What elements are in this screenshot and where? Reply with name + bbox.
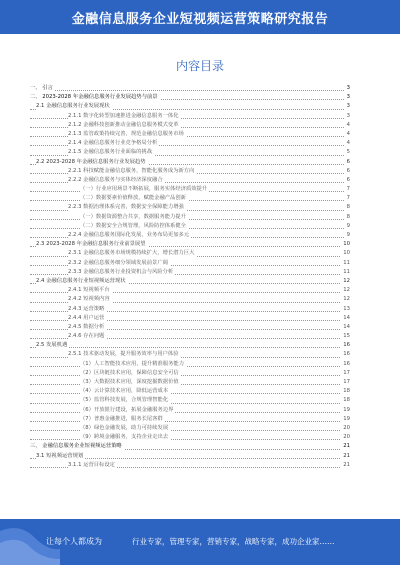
toc-entry[interactable]: [30, 415, 350, 424]
toc-entry[interactable]: [30, 158, 350, 167]
toc-entry-page: 21: [341, 452, 350, 461]
toc-entry[interactable]: [30, 406, 350, 415]
toc-entry-label: 2.4.3 运营策略: [68, 305, 106, 314]
toc-entry-page: 16: [341, 350, 350, 359]
toc-entry-label: （7）普惠金融推进，服务长尾客群: [80, 415, 165, 424]
toc-entry-page: 18: [341, 387, 350, 396]
toc-entry-page: 4: [345, 121, 350, 130]
toc-entry[interactable]: [30, 295, 350, 304]
toc-entry-page: 20: [341, 424, 350, 433]
toc-entry-page: 10: [341, 249, 350, 258]
toc-leader-dots: [30, 366, 350, 367]
toc-entry[interactable]: [30, 148, 350, 157]
toc-entry[interactable]: [30, 167, 350, 176]
toc-entry-page: 14: [341, 314, 350, 323]
toc-entry-page: 16: [341, 341, 350, 350]
toc-entry-page: 8: [345, 203, 350, 212]
toc-entry-label: 2.4 金融信息服务行业短视频运营现状: [36, 277, 128, 286]
toc-entry-label: （9）跨境金融服务，支持企业走出去: [80, 433, 170, 442]
toc-heading: 内容目录: [175, 59, 224, 73]
toc-entry[interactable]: [30, 240, 350, 249]
toc-entry-label: 2.4.5 数据分析: [68, 323, 106, 332]
toc-entry-label: 2.2.2 金融信息服务与实体经济深度融合: [68, 176, 165, 185]
toc-entry[interactable]: [30, 360, 350, 369]
toc-entry-label: 2.1.1 数字化转型加速推进金融信息服务一体化: [68, 112, 181, 121]
toc-entry-label: （6）开放银行建设，拓展金融服务边界: [80, 406, 175, 415]
toc-entry-page: 9: [345, 231, 350, 240]
toc-entry-label: （8）绿色金融发展，助力可持续发展: [80, 424, 170, 433]
toc-entry[interactable]: [30, 268, 350, 277]
toc-entry-page: 3: [345, 102, 350, 111]
toc-entry[interactable]: [30, 231, 350, 240]
toc-entry-page: 12: [341, 277, 350, 286]
toc-leader-dots: [30, 439, 350, 440]
toc-leader-dots: [30, 412, 350, 413]
toc-entry-page: 11: [341, 259, 350, 268]
toc-entry-label: 2.2 2023-2028 年金融信息服务行业发展趋势: [36, 158, 148, 167]
toc-entry[interactable]: [30, 259, 350, 268]
toc-entry-label: 2.2.1 科技赋能金融信息服务，智能化服务成为新方向: [68, 167, 196, 176]
toc-entry-label: 2.4.2 短视频内容: [68, 295, 112, 304]
toc-entry[interactable]: [30, 249, 350, 258]
toc-entry-label: （一）数据资源整合共享，数据服务能力提升: [80, 213, 188, 222]
toc-entry[interactable]: [30, 314, 350, 323]
toc-leader-dots: [30, 228, 350, 229]
toc-entry[interactable]: [30, 84, 350, 93]
toc-entry-page: 4: [345, 139, 350, 148]
toc-entry-label: 3.1.1 运营目标设定: [68, 461, 117, 470]
toc-entry-label: 2.3.3 金融信息服务行业投资机会与风险分析: [68, 268, 175, 277]
toc-entry-label: 2.3 2023-2028 年金融信息服务行业前景展望: [36, 240, 148, 249]
toc-entry-label: 2.5.1 技术驱动发展，提升服务效率与用户体验: [68, 350, 181, 359]
toc-entry-page: 4: [345, 130, 350, 139]
footer-tagline: 行业专家，管理专家，营销专家，战略专家，成功企业家……: [132, 537, 335, 546]
toc-leader-dots: [30, 430, 350, 431]
toc-entry[interactable]: [30, 332, 350, 341]
toc-entry-label: 二、 2023-2028 年金融信息服务行业发展趋势与前景: [30, 93, 160, 102]
toc-entry-page: 15: [341, 332, 350, 341]
toc-entry-label: 一、 引言: [30, 84, 55, 93]
toc-entry[interactable]: [30, 396, 350, 405]
toc-entry-page: 19: [341, 415, 350, 424]
toc-entry-label: 2.4.4 用户运营: [68, 314, 106, 323]
toc-leader-dots: [30, 200, 350, 201]
toc-entry-page: 3: [345, 112, 350, 121]
toc-entry[interactable]: [30, 112, 350, 121]
toc-entry-label: 2.1.2 金融科技创新推动金融信息服务模式变革: [68, 121, 181, 130]
toc-entry-page: 16: [341, 360, 350, 369]
toc-entry-label: （一）行业应用场景不断拓展，服务实体经济质效提升: [80, 185, 209, 194]
toc-entry[interactable]: [30, 323, 350, 332]
toc-entry[interactable]: [30, 433, 350, 442]
toc-entry-label: 三、 金融信息服务企业短视频运营策略: [30, 442, 124, 451]
toc-entry-page: 18: [341, 396, 350, 405]
toc-entry-label: 3.1 短视频运营规划: [36, 452, 85, 461]
toc-entry-label: （2）区块链技术应用，保障信息安全可信: [80, 369, 181, 378]
toc-leader-dots: [30, 393, 350, 394]
toc-entry[interactable]: [30, 305, 350, 314]
toc-entry-label: 2.1.3 监管政策持续完善，规范金融信息服务市场: [68, 130, 186, 139]
toc-entry-page: 3: [345, 93, 350, 102]
toc-entry-label: （4）云计算技术应用，降低运营成本: [80, 387, 170, 396]
toc-leader-dots: [30, 90, 350, 91]
table-of-contents: [30, 84, 350, 470]
toc-entry-page: 14: [341, 323, 350, 332]
toc-entry-label: 2.1.4 金融信息服务行业竞争格局分析: [68, 139, 159, 148]
toc-entry-label: 2.3.1 金融信息服务市场规模持续扩大，增长潜力巨大: [68, 249, 196, 258]
footer-slogan: 让每个人都成为: [46, 537, 102, 546]
toc-entry-label: （3）大数据技术应用，深度挖掘数据价值: [80, 378, 181, 387]
toc-entry-page: 6: [345, 176, 350, 185]
toc-entry[interactable]: [30, 387, 350, 396]
toc-entry[interactable]: [30, 378, 350, 387]
report-title: 金融信息服务企业短视频运营策略研究报告: [71, 12, 329, 27]
toc-leader-dots: [30, 421, 350, 422]
toc-entry[interactable]: [30, 424, 350, 433]
toc-entry-label: 2.5 发展机遇: [36, 341, 69, 350]
toc-entry[interactable]: [30, 213, 350, 222]
toc-leader-dots: [30, 347, 350, 348]
toc-entry-page: 17: [341, 369, 350, 378]
toc-entry-page: 21: [341, 442, 350, 451]
toc-entry[interactable]: [30, 185, 350, 194]
toc-entry-page: 7: [345, 194, 350, 203]
toc-entry-page: 17: [341, 378, 350, 387]
toc-entry-page: 10: [341, 240, 350, 249]
toc-entry-page: 8: [345, 213, 350, 222]
toc-entry-page: 12: [341, 295, 350, 304]
toc-entry-page: 7: [345, 185, 350, 194]
toc-entry[interactable]: [30, 341, 350, 350]
toc-entry-page: 19: [341, 406, 350, 415]
toc-entry[interactable]: [30, 176, 350, 185]
toc-entry[interactable]: [30, 452, 350, 461]
toc-entry[interactable]: [30, 277, 350, 286]
toc-leader-dots: [30, 375, 350, 376]
toc-entry-label: 2.4.1 短视频平台: [68, 286, 112, 295]
toc-entry[interactable]: [30, 194, 350, 203]
toc-entry-label: 2.1 金融信息服务行业发展现状: [36, 102, 112, 111]
toc-entry[interactable]: [30, 121, 350, 130]
toc-entry[interactable]: [30, 222, 350, 231]
toc-entry-label: 2.2.4 金融信息服务国际化发展，业务布局更加多元: [68, 231, 191, 240]
toc-entry[interactable]: [30, 203, 350, 212]
toc-entry-label: 2.3.2 金融信息服务细分领域发展前景广阔: [68, 259, 170, 268]
toc-entry-page: 13: [341, 305, 350, 314]
toc-entry[interactable]: [30, 286, 350, 295]
toc-entry[interactable]: [30, 350, 350, 359]
toc-entry-label: （二）数据要素价值释放，赋能金融产品创新: [80, 194, 188, 203]
toc-entry-label: 2.1.5 金融信息服务行业面临的挑战: [68, 148, 154, 157]
toc-entry-label: 2.4.6 存在问题: [68, 332, 106, 341]
toc-leader-dots: [30, 219, 350, 220]
toc-entry-page: 20: [341, 433, 350, 442]
toc-entry[interactable]: [30, 369, 350, 378]
toc-entry-page: 3: [345, 84, 350, 93]
toc-entry[interactable]: [30, 442, 350, 451]
toc-entry-page: 11: [341, 268, 350, 277]
toc-entry-label: （5）监管科技发展，合规管理智能化: [80, 396, 170, 405]
toc-entry-page: 6: [345, 158, 350, 167]
toc-entry-page: 5: [345, 148, 350, 157]
page-header: [0, 0, 400, 34]
toc-leader-dots: [30, 403, 350, 404]
toc-entry-label: 2.2.3 数据治理体系完善，数据安全保障能力增强: [68, 203, 186, 212]
toc-entry[interactable]: [30, 461, 350, 470]
toc-entry-page: 21: [341, 461, 350, 470]
page-footer: [0, 519, 400, 565]
toc-entry-page: 9: [345, 222, 350, 231]
toc-entry-label: （1）人工智能技术应用，提升精准服务能力: [80, 360, 186, 369]
toc-entry[interactable]: [30, 102, 350, 111]
toc-entry[interactable]: [30, 93, 350, 102]
toc-leader-dots: [30, 384, 350, 385]
toc-entry[interactable]: [30, 130, 350, 139]
toc-entry-label: （二）数据安全合规管理，风险防控体系健全: [80, 222, 188, 231]
toc-entry[interactable]: [30, 139, 350, 148]
toc-entry-page: 6: [345, 167, 350, 176]
toc-entry-page: 12: [341, 286, 350, 295]
